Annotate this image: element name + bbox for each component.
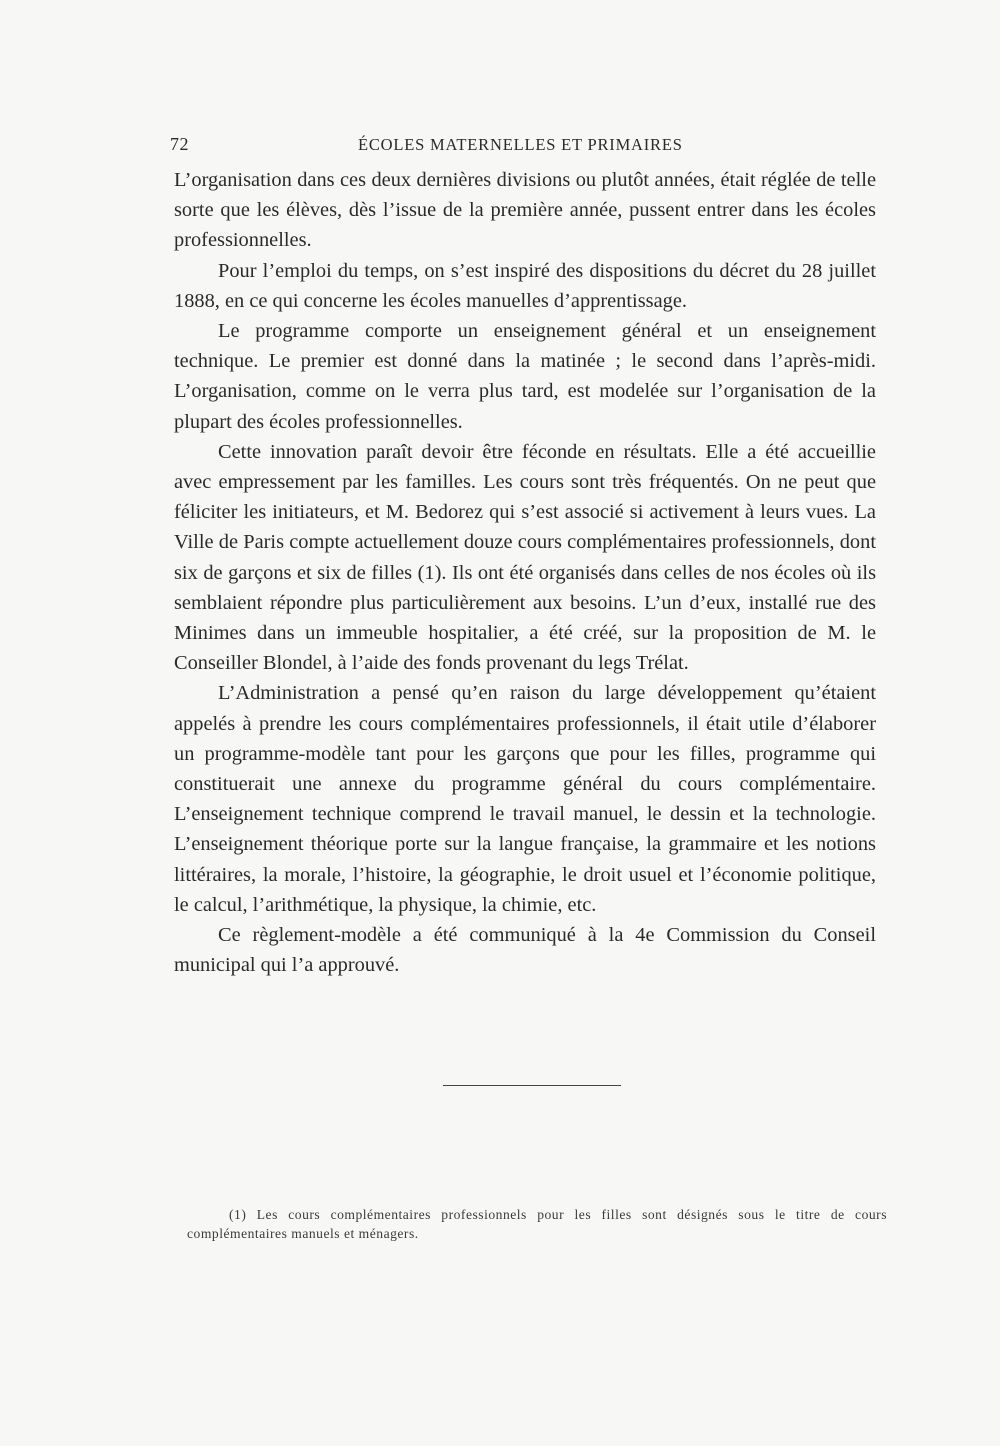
paragraph-1: L’organisation dans ces deux dernières divisions ou plutôt années, était réglée de telle sorte que les élèves, dès l’issue de la première année, pussent entrer dans les écoles professionnelles. xyxy=(174,169,876,252)
paragraph-3: Le programme comporte un enseignement général et un enseignement technique. Le premier est donné dans la matinée ; le second dans l’après-midi. L’organisation, comme on le verra plus tard, est modelée sur l’organisation de la plupart des écoles professionnelles. xyxy=(174,320,876,433)
body-text xyxy=(174,165,876,980)
page-header xyxy=(170,134,875,158)
paragraph-4: Cette innovation paraît devoir être féconde en résultats. Elle a été accueillie avec empressement par les familles. Les cours sont très fréquentés. On ne peut que féliciter les initiateurs, et M. Bedorez qui s’est associé si activement à leurs vues. La Ville de Paris compte actuellement douze cours complémentaires professionnels, dont six de garçons et six de filles (1). Ils ont été organisés dans celles de nos écoles où ils semblaient répondre plus particulièrement aux besoins. L’un d’eux, installé rue des Minimes dans un immeuble hospitalier, a été créé, sur la proposition de M. le Conseiller Blondel, à l’aide des fonds provenant du legs Trélat. xyxy=(174,440,876,675)
paragraph-2: Pour l’emploi du temps, on s’est inspiré des dispositions du décret du 28 juillet 1888, en ce qui concerne les écoles manuelles d’apprentissage. xyxy=(174,259,876,312)
running-title: ÉCOLES MATERNELLES ET PRIMAIRES xyxy=(358,135,683,154)
footnote-text: (1) Les cours complémentaires professionnels pour les filles sont désignés sous le titre de cours complémentaires manuels et ménagers. xyxy=(187,1207,887,1241)
section-divider xyxy=(443,1085,621,1086)
paragraph-5: L’Administration a pensé qu’en raison du large développement qu’étaient appelés à prendre les cours complémentaires professionnels, il était utile d’élaborer un programme-modèle tant pour les garçons que pour les filles, programme qui constituerait une annexe du programme général du cours complémentaire. L’enseignement technique comprend le travail manuel, le dessin et la technologie. L’enseignement théorique porte sur la langue française, la grammaire et les notions littéraires, la morale, l’histoire, la géographie, le droit usuel et l’économie politique, le calcul, l’arithmétique, la physique, la chimie, etc. xyxy=(174,682,876,916)
paragraph-6: Ce règlement-modèle a été communiqué à la 4e Commission du Conseil municipal qui l’a approuvé. xyxy=(174,924,876,977)
page-number: 72 xyxy=(170,134,189,154)
footnote xyxy=(187,1205,887,1243)
